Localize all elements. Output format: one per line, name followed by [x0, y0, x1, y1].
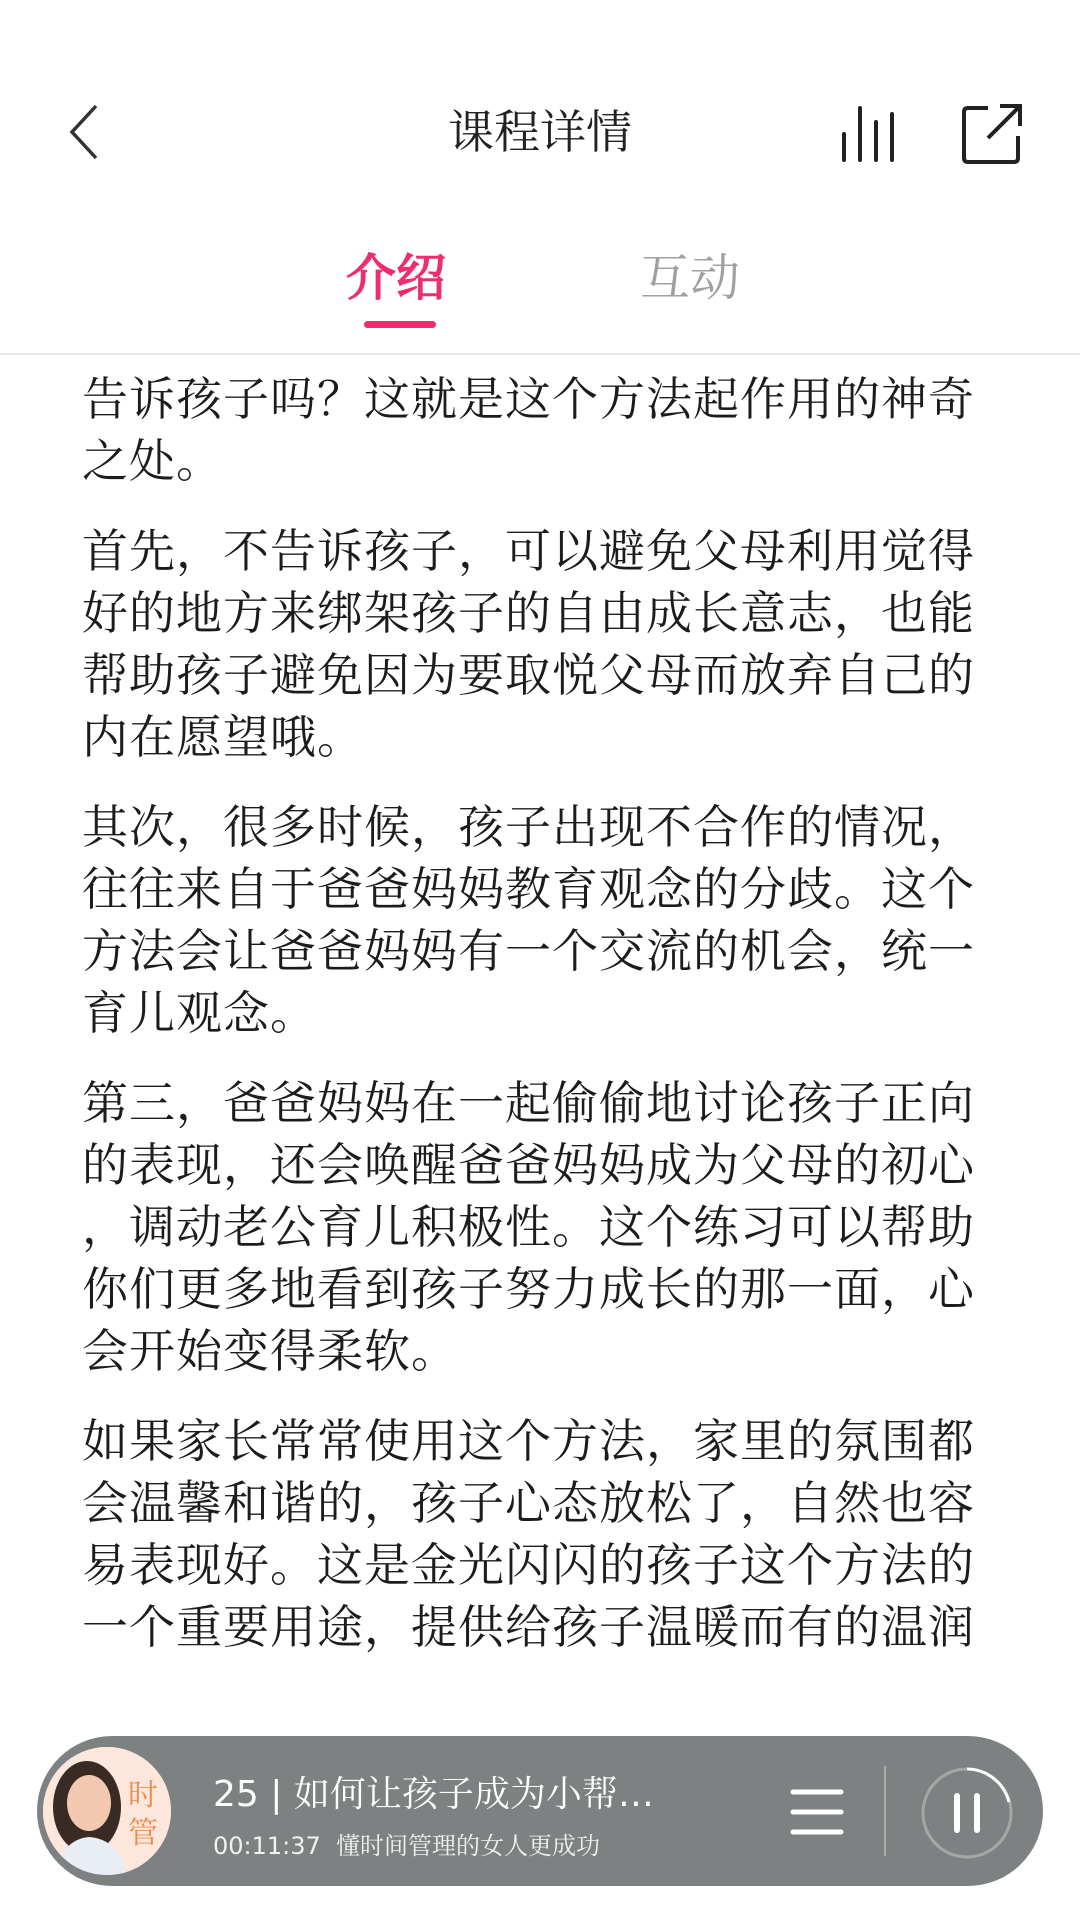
playback-time: 00:11:37	[213, 1832, 321, 1860]
article-line: 如果家长常常使用这个方法，家里的氛围都	[82, 1414, 975, 1468]
mini-player[interactable]	[37, 1736, 1043, 1886]
episode-title[interactable]: 25 | 如何让孩子成为小帮…	[213, 1774, 654, 1815]
article-line: 之处。	[82, 434, 223, 488]
article-line: ，调动老公育儿积极性。这个练习可以帮助	[82, 1200, 975, 1254]
top-bar	[0, 0, 1080, 355]
article-line: 方法会让爸爸妈妈有一个交流的机会，统一	[82, 924, 975, 978]
article-line: 往往来自于爸爸妈妈教育观念的分歧。这个	[82, 862, 975, 916]
article-line: 内在愿望哦。	[82, 710, 364, 764]
audio-stats-icon[interactable]	[840, 104, 900, 164]
article-line: 易表现好。这是金光闪闪的孩子这个方法的	[82, 1538, 975, 1592]
share-icon[interactable]	[960, 100, 1026, 166]
article-line: 会温馨和谐的，孩子心态放松了，自然也容	[82, 1476, 975, 1530]
tab-interaction[interactable]: 互动	[640, 249, 740, 307]
article-line: 帮助孩子避免因为要取悦父母而放弃自己的	[82, 648, 975, 702]
page-title: 课程详情	[448, 105, 632, 159]
article-line: 一个重要用途，提供给孩子温暖而有的温润	[82, 1600, 975, 1654]
episode-meta	[213, 1826, 600, 1861]
playlist-icon[interactable]	[789, 1784, 845, 1840]
svg-text:管: 管	[128, 1816, 158, 1851]
svg-text:时: 时	[128, 1778, 158, 1813]
article-line: 告诉孩子吗？这就是这个方法起作用的神奇	[82, 372, 975, 426]
article-body	[82, 368, 1022, 1658]
article-line: 会开始变得柔软。	[82, 1324, 458, 1378]
article-line: 其次，很多时候，孩子出现不合作的情况，	[82, 800, 975, 854]
pause-button[interactable]	[920, 1766, 1014, 1860]
back-icon[interactable]	[62, 100, 112, 164]
article-line: 好的地方来绑架孩子的自由成长意志，也能	[82, 586, 975, 640]
article-line: 首先，不告诉孩子，可以避免父母利用觉得	[82, 524, 975, 578]
course-cover-avatar[interactable]	[43, 1747, 171, 1875]
article-line: 你们更多地看到孩子努力成长的那一面，心	[82, 1262, 975, 1316]
article-line: 的表现，还会唤醒爸爸妈妈成为父母的初心	[82, 1138, 975, 1192]
player-divider	[884, 1766, 886, 1856]
course-name: 懂时间管理的女人更成功	[336, 1832, 601, 1860]
active-tab-indicator	[364, 321, 436, 328]
article-line: 第三，爸爸妈妈在一起偷偷地讨论孩子正向	[82, 1076, 975, 1130]
article-line: 育儿观念。	[82, 986, 317, 1040]
tab-intro[interactable]: 介绍	[346, 249, 446, 307]
